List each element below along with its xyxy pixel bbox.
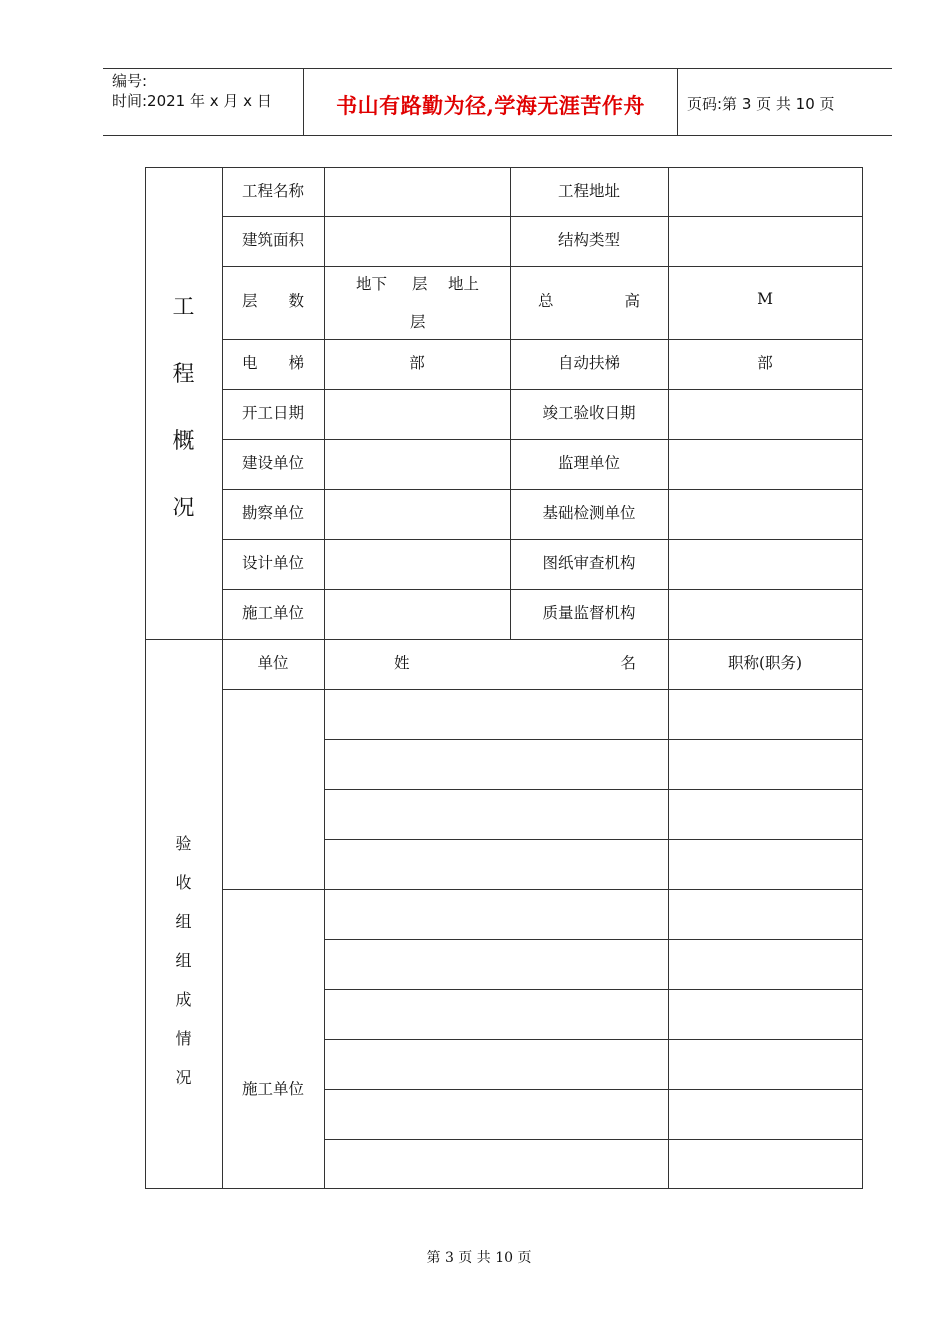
overview-section-title: [145, 290, 222, 522]
motto-banner: 书山有路勤为径,学海无涯苦作舟: [336, 93, 645, 118]
elevator-label: [222, 339, 324, 384]
start-date-field[interactable]: [324, 389, 510, 439]
floors-unit: 层: [412, 275, 428, 293]
page-code-label: 页码:第 3 页 共 10 页: [687, 95, 835, 113]
survey-unit-field[interactable]: [324, 489, 510, 539]
elevator-count-unit: 部: [409, 353, 425, 372]
committee-title-char: 组: [175, 951, 192, 970]
member-title-field[interactable]: [668, 689, 862, 739]
project-address-field[interactable]: [668, 167, 862, 216]
overview-title-char: 况: [172, 496, 195, 521]
start-date-label: 开工日期: [241, 403, 304, 422]
floors-label: [222, 266, 324, 334]
elevator-label-char: 梯: [288, 353, 304, 372]
total-height-unit: M: [757, 290, 773, 308]
design-unit-field[interactable]: [324, 539, 510, 589]
project-name-label: 工程名称: [241, 181, 304, 200]
foundation-testing-field[interactable]: [668, 489, 862, 539]
total-height-char: 高: [624, 292, 640, 310]
supervisor-label: 监理单位: [557, 453, 620, 472]
group2-unit-label: 施工单位: [241, 1079, 304, 1098]
member-name-field[interactable]: [324, 1089, 668, 1139]
member-name-field[interactable]: [324, 989, 668, 1039]
floors-unit: 层: [410, 313, 426, 331]
developer-field[interactable]: [324, 439, 510, 489]
floors-label-char: 数: [288, 292, 304, 310]
group1-unit-field[interactable]: [222, 689, 324, 889]
project-name-field[interactable]: [324, 167, 510, 216]
basement-label: 地下: [356, 275, 388, 293]
construction-unit-label: 施工单位: [241, 603, 304, 622]
developer-label: 建设单位: [241, 453, 304, 472]
foundation-testing-label: 基础检测单位: [542, 503, 636, 522]
member-title-field[interactable]: [668, 1139, 862, 1188]
escalator-label: 自动扶梯: [557, 353, 620, 372]
member-name-field[interactable]: [324, 1139, 668, 1188]
time-label: 时间:2021 年 x 月 x 日: [112, 92, 272, 110]
member-title-field[interactable]: [668, 889, 862, 939]
above-ground-label: 地上: [448, 275, 480, 293]
member-name-field[interactable]: [324, 839, 668, 889]
total-height-label: [510, 266, 668, 334]
committee-title-char: 收: [175, 873, 192, 892]
title-column-header: 职称(职务): [727, 653, 803, 672]
member-name-field[interactable]: [324, 939, 668, 989]
unit-column-header: 单位: [257, 653, 289, 672]
member-title-field[interactable]: [668, 939, 862, 989]
name-header-char: 姓: [394, 653, 410, 672]
committee-title-char: 验: [175, 834, 192, 853]
floors-label-char: 层: [242, 292, 258, 310]
member-name-field[interactable]: [324, 789, 668, 839]
member-title-field[interactable]: [668, 1089, 862, 1139]
supervisor-field[interactable]: [668, 439, 862, 489]
overview-title-char: 概: [172, 429, 195, 454]
member-name-field[interactable]: [324, 889, 668, 939]
survey-unit-label: 勘察单位: [241, 503, 304, 522]
overview-title-char: 程: [172, 362, 195, 387]
overview-title-char: 工: [172, 295, 195, 320]
name-header-char: 名: [620, 653, 636, 672]
member-title-field[interactable]: [668, 839, 862, 889]
design-unit-label: 设计单位: [241, 553, 304, 572]
member-title-field[interactable]: [668, 789, 862, 839]
member-title-field[interactable]: [668, 1039, 862, 1089]
quality-supervision-field[interactable]: [668, 589, 862, 639]
drawing-review-label: 图纸审查机构: [542, 553, 636, 572]
committee-section-title: [145, 831, 222, 1088]
total-height-char: 总: [538, 292, 554, 310]
name-column-header: [324, 639, 668, 684]
page-footer: 第 3 页 共 10 页: [426, 1250, 532, 1266]
member-name-field[interactable]: [324, 1039, 668, 1089]
construction-unit-field[interactable]: [324, 589, 510, 639]
committee-title-char: 情: [175, 1029, 192, 1048]
quality-supervision-label: 质量监督机构: [542, 603, 636, 622]
escalator-count-unit: 部: [757, 353, 773, 372]
structure-type-field[interactable]: [668, 216, 862, 266]
drawing-review-field[interactable]: [668, 539, 862, 589]
completion-date-label: 竣工验收日期: [542, 403, 636, 422]
building-area-label: 建筑面积: [241, 230, 304, 249]
committee-title-char: 况: [175, 1068, 192, 1087]
member-title-field[interactable]: [668, 739, 862, 789]
building-area-field[interactable]: [324, 216, 510, 266]
serial-number-label: 编号:: [112, 72, 148, 90]
committee-title-char: 组: [175, 912, 192, 931]
project-address-label: 工程地址: [557, 181, 620, 200]
member-title-field[interactable]: [668, 989, 862, 1039]
member-name-field[interactable]: [324, 689, 668, 739]
completion-date-field[interactable]: [668, 389, 862, 439]
floors-field[interactable]: [324, 266, 510, 339]
elevator-label-char: 电: [242, 353, 258, 372]
committee-title-char: 成: [175, 990, 192, 1009]
member-name-field[interactable]: [324, 739, 668, 789]
structure-type-label: 结构类型: [557, 230, 620, 249]
